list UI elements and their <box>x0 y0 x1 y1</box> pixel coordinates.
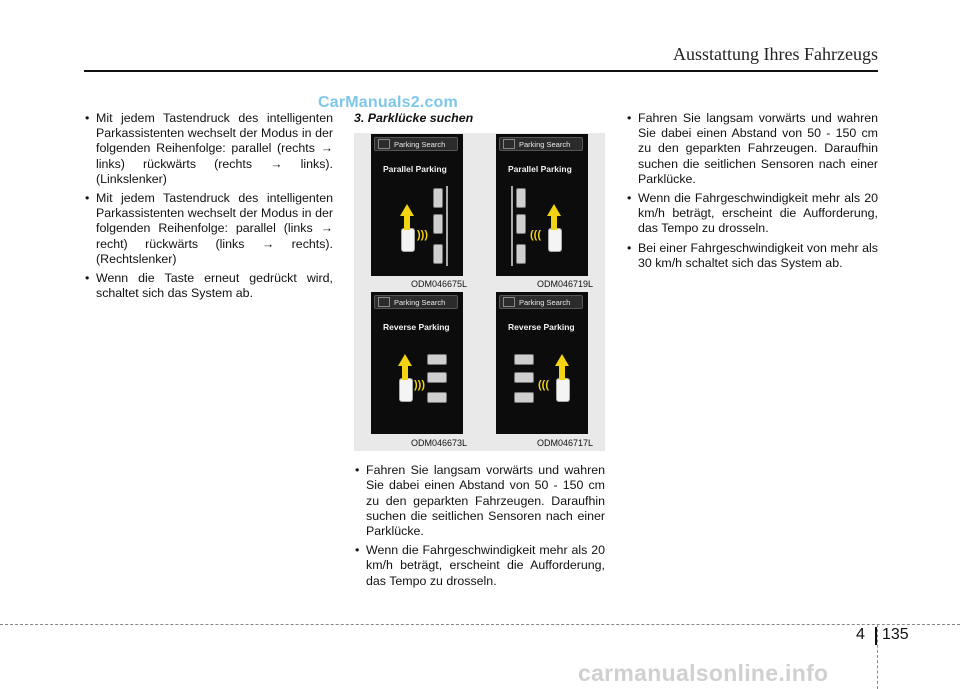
figure-panel-4 <box>496 292 588 434</box>
mid-bullet-2: • Wenn die Fahrgeschwindigkeit mehr als 20 km/h beträgt, erscheint die Aufforderung, das Tempo zu drosseln. <box>354 543 605 589</box>
mid-bullet-1: • Fahren Sie langsam vorwärts und wahren Sie dabei einen Abstand von 50 - 150 cm zu den geparkten Fahrzeugen. Daraufhin suchen die seitlichen Sensoren nach einer Parklücke. <box>354 463 605 539</box>
figure-panel-2 <box>496 134 588 276</box>
page-number: 135 <box>882 626 909 643</box>
parked-car-icon <box>514 392 534 403</box>
arrow-up-icon <box>398 354 412 366</box>
footer-vertical-rule <box>877 624 878 689</box>
left-bullet-3: • Wenn die Taste erneut gedrückt wird, schaltet sich das System ab. <box>84 271 333 301</box>
screen-mode: Reverse Parking <box>508 322 575 333</box>
camera-icon <box>378 297 390 307</box>
sensor-wave-icon: ))) <box>417 229 428 242</box>
arrow-stem <box>404 216 410 230</box>
section-heading: 3. Parklücke suchen <box>354 111 474 125</box>
screen-header <box>499 295 583 309</box>
screen-title: Parking Search <box>394 297 446 307</box>
screen-header <box>499 137 583 151</box>
parked-car-icon <box>433 188 443 208</box>
curb-line <box>511 186 513 266</box>
screen-title: Parking Search <box>519 139 571 149</box>
right-column <box>626 111 878 275</box>
ego-car-icon <box>401 228 415 252</box>
ego-car-icon <box>399 378 413 402</box>
sensor-wave-icon: ((( <box>530 229 541 242</box>
ego-car-icon <box>548 228 562 252</box>
camera-icon <box>378 139 390 149</box>
screen-mode: Parallel Parking <box>383 164 447 175</box>
right-bullet-2: • Wenn die Fahrgeschwindigkeit mehr als 20 km/h beträgt, erscheint die Aufforderung, das Tempo zu drosseln. <box>626 191 878 237</box>
screen-header <box>374 137 458 151</box>
figure-code-2: ODM046719L <box>537 279 594 290</box>
arrow-up-icon <box>547 204 561 216</box>
screen-title: Parking Search <box>394 139 446 149</box>
header-title: Ausstattung Ihres Fahrzeugs <box>673 44 878 64</box>
screen-header <box>374 295 458 309</box>
screen-title: Parking Search <box>519 297 571 307</box>
parked-car-icon <box>514 372 534 383</box>
screen-mode: Parallel Parking <box>508 164 572 175</box>
arrow-stem <box>559 366 565 380</box>
parked-car-icon <box>427 354 447 365</box>
figure-panel-1 <box>371 134 463 276</box>
parked-car-icon <box>516 188 526 208</box>
watermark-bottom: carmanualsonline.info <box>578 660 829 686</box>
parked-car-icon <box>427 372 447 383</box>
parked-car-icon <box>427 392 447 403</box>
sensor-wave-icon: ((( <box>538 379 549 392</box>
camera-icon <box>503 139 515 149</box>
parked-car-icon <box>516 244 526 264</box>
arrow-up-icon <box>555 354 569 366</box>
parked-car-icon <box>516 214 526 234</box>
figure-panel-3 <box>371 292 463 434</box>
figure-code-3: ODM046673L <box>411 438 468 449</box>
left-bullet-1: • Mit jedem Tastendruck des intelligenten Parkassistenten wechselt der Modus in der folgenden Reihenfolge: parallel (rechts → links) rückwärts (rechts → links). (Linkslenker) <box>84 111 333 187</box>
chapter-number: 4 <box>856 626 865 643</box>
screen-mode: Reverse Parking <box>383 322 450 333</box>
ego-car-icon <box>556 378 570 402</box>
parked-car-icon <box>433 214 443 234</box>
right-bullet-3: • Bei einer Fahrgeschwindigkeit von mehr als 30 km/h schaltet sich das System ab. <box>626 241 878 271</box>
arrow-stem <box>551 216 557 230</box>
page-number-separator <box>875 627 877 645</box>
sensor-wave-icon: ))) <box>414 379 425 392</box>
parked-car-icon <box>514 354 534 365</box>
curb-line <box>446 186 448 266</box>
watermark-top: CarManuals2.com <box>318 94 458 111</box>
left-column <box>84 111 333 305</box>
left-bullet-2: • Mit jedem Tastendruck des intelligenten Parkassistenten wechselt der Modus in der folgenden Reihenfolge: parallel (links → recht) rückwärts (links → rechts). (Rechtslenker) <box>84 191 333 267</box>
figure-code-1: ODM046675L <box>411 279 468 290</box>
camera-icon <box>503 297 515 307</box>
arrow-stem <box>402 366 408 380</box>
parked-car-icon <box>433 244 443 264</box>
middle-column <box>354 111 605 593</box>
arrow-up-icon <box>400 204 414 216</box>
header-rule <box>84 70 878 72</box>
figure-grid <box>354 133 605 451</box>
right-bullet-1: • Fahren Sie langsam vorwärts und wahren Sie dabei einen Abstand von 50 - 150 cm zu den geparkten Fahrzeugen. Daraufhin suchen die seitlichen Sensoren nach einer Parklücke. <box>626 111 878 187</box>
figure-code-4: ODM046717L <box>537 438 594 449</box>
footer-rule <box>0 624 960 625</box>
